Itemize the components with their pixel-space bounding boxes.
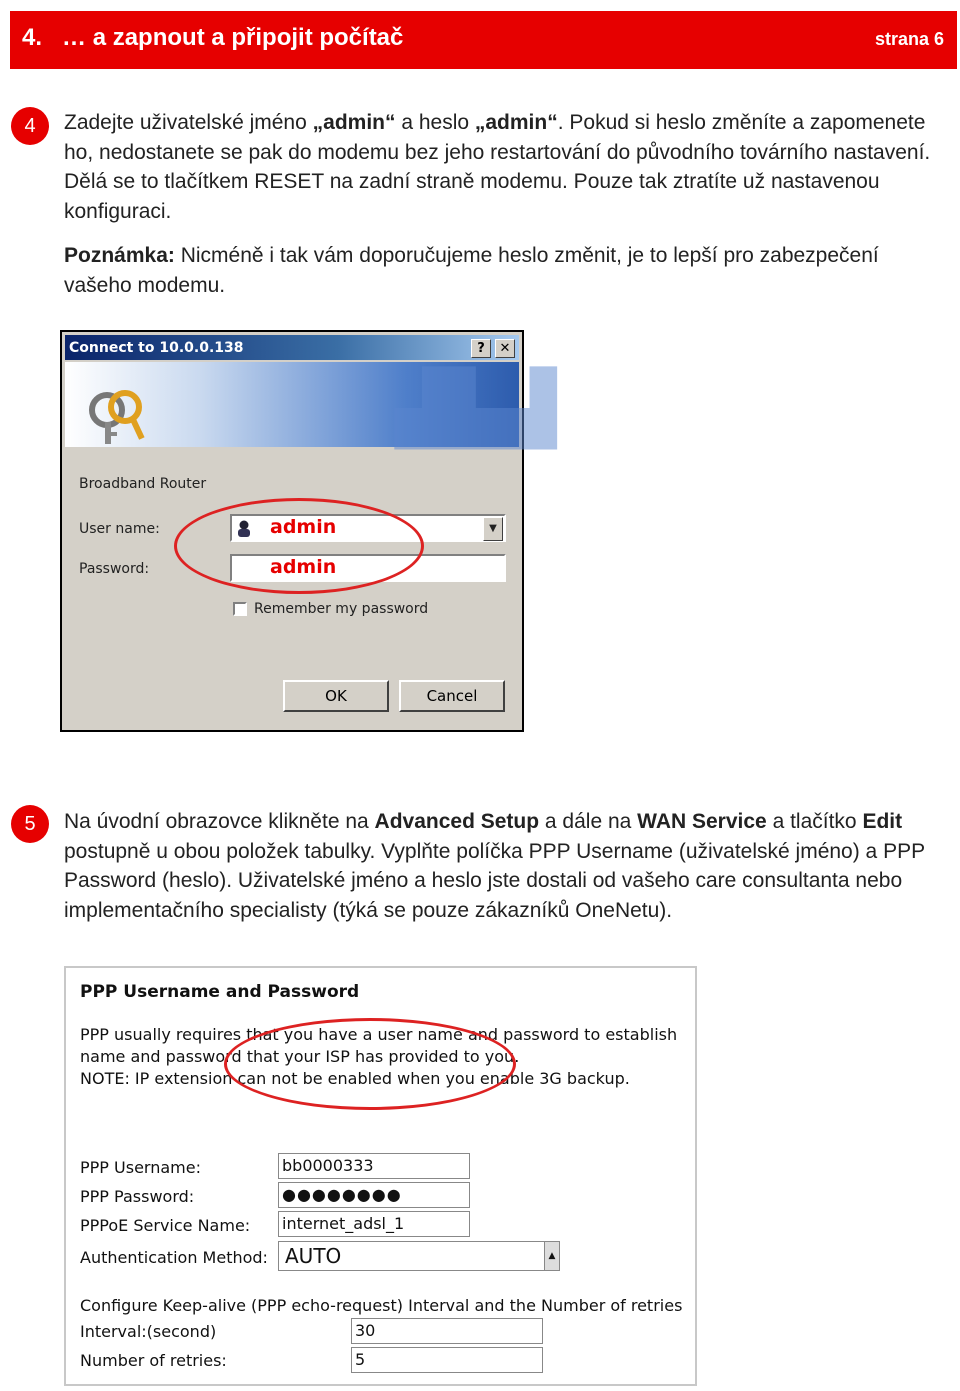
page-number: strana 6 — [874, 29, 944, 49]
auth-method-select[interactable] — [278, 1241, 560, 1271]
remember-label: Remember my password — [254, 601, 429, 617]
page-header — [10, 11, 957, 69]
remember-checkbox[interactable] — [233, 602, 247, 616]
text-run: Nicméně i tak vám doporučujeme heslo změnit, je to lepší pro zabezpečení vašeho modemu. — [64, 244, 879, 297]
highlight-ellipse — [224, 1018, 516, 1110]
bold-text: Poznámka: — [64, 244, 175, 267]
bold-text: WAN Service — [637, 810, 767, 833]
keepalive-text: Configure Keep-alive (PPP echo-request) Interval and the Number of retries — [80, 1296, 683, 1315]
pppoe-service-label: PPPoE Service Name: — [80, 1216, 251, 1235]
bold-text: Edit — [862, 810, 903, 833]
ppp-username-input[interactable]: bb0000333 — [278, 1153, 470, 1179]
dialog-banner — [65, 362, 557, 449]
help-button[interactable]: ? — [471, 339, 491, 358]
step-4-note — [64, 241, 949, 300]
login-dialog — [60, 330, 557, 732]
auth-method-label: Authentication Method: — [80, 1248, 268, 1267]
cancel-button[interactable]: Cancel — [399, 680, 505, 712]
ppp-heading: PPP Username and Password — [80, 982, 360, 1002]
text-run: a dále na — [539, 810, 638, 833]
username-label: User name: — [79, 521, 160, 537]
text-run: Zadejte uživatelské jméno — [64, 111, 313, 134]
keys-icon — [65, 362, 557, 449]
close-button[interactable]: ✕ — [495, 339, 515, 358]
chevron-down-icon[interactable]: ▲ — [544, 1242, 559, 1270]
highlight-ellipse — [174, 498, 424, 594]
step-5-paragraph — [64, 807, 949, 925]
ppp-password-label: PPP Password: — [80, 1187, 195, 1206]
text-run: postupně u obou položek tabulky. Vyplňte políčka PPP Username (uživatelské jméno) a PPP Password (heslo). Uživatelské jméno a heslo jste dostali od vašeho care consultanta nebo implementačního specialisty (týká se pouze zákazníků OneNetu). — [64, 839, 925, 922]
ppp-panel — [64, 966, 697, 1386]
ok-button[interactable]: OK — [283, 680, 389, 712]
username-value: admin — [270, 516, 337, 538]
svg-text:▟▙▟: ▟▙▟ — [395, 367, 557, 449]
bold-text: Advanced Setup — [374, 810, 540, 833]
ppp-description-line: NOTE: IP extension can not be enabled when you enable 3G backup. — [80, 1069, 630, 1088]
pppoe-service-input[interactable]: internet_adsl_1 — [278, 1211, 470, 1237]
ppp-password-input[interactable]: ●●●●●●●● — [278, 1182, 470, 1208]
step-4-badge: 4 — [11, 107, 49, 145]
bold-text: „admin“ — [474, 111, 558, 134]
password-label: Password: — [79, 561, 150, 577]
interval-label: Interval:(second) — [80, 1322, 217, 1341]
password-value: admin — [270, 556, 337, 578]
realm-label: Broadband Router — [79, 476, 207, 492]
retries-label: Number of retries: — [80, 1351, 227, 1370]
interval-input[interactable]: 30 — [351, 1318, 543, 1344]
text-run: Na úvodní obrazovce klikněte na — [64, 810, 375, 833]
text-run: . Pokud si heslo změníte a zapomenete ho, nedostanete se pak do modemu bez jeho restartování do původního továrního nastavení. Dělá se to tlačítkem RESET na zadní straně modemu. Pouze tak ztratíte už nastavenou konfiguraci. — [64, 111, 931, 223]
ppp-username-label: PPP Username: — [80, 1158, 201, 1177]
text-run: a tlačítko — [766, 810, 863, 833]
ppp-description-line: name and password that your ISP has provided to you. — [80, 1047, 520, 1066]
page-title: 4. … a zapnout a připojit počítač — [22, 24, 404, 51]
dialog-titlebar — [65, 335, 519, 360]
text-run: a heslo — [395, 111, 475, 134]
step-4-paragraph — [64, 108, 949, 226]
chevron-down-icon[interactable]: ▼ — [483, 517, 503, 541]
auth-method-value: AUTO — [285, 1244, 342, 1268]
dialog-title: Connect to 10.0.0.138 — [69, 340, 244, 356]
step-5-badge: 5 — [11, 805, 49, 843]
retries-input[interactable]: 5 — [351, 1347, 543, 1373]
ppp-description-line: PPP usually requires that you have a user name and password to establish — [80, 1025, 678, 1044]
bold-text: „admin“ — [312, 111, 396, 134]
